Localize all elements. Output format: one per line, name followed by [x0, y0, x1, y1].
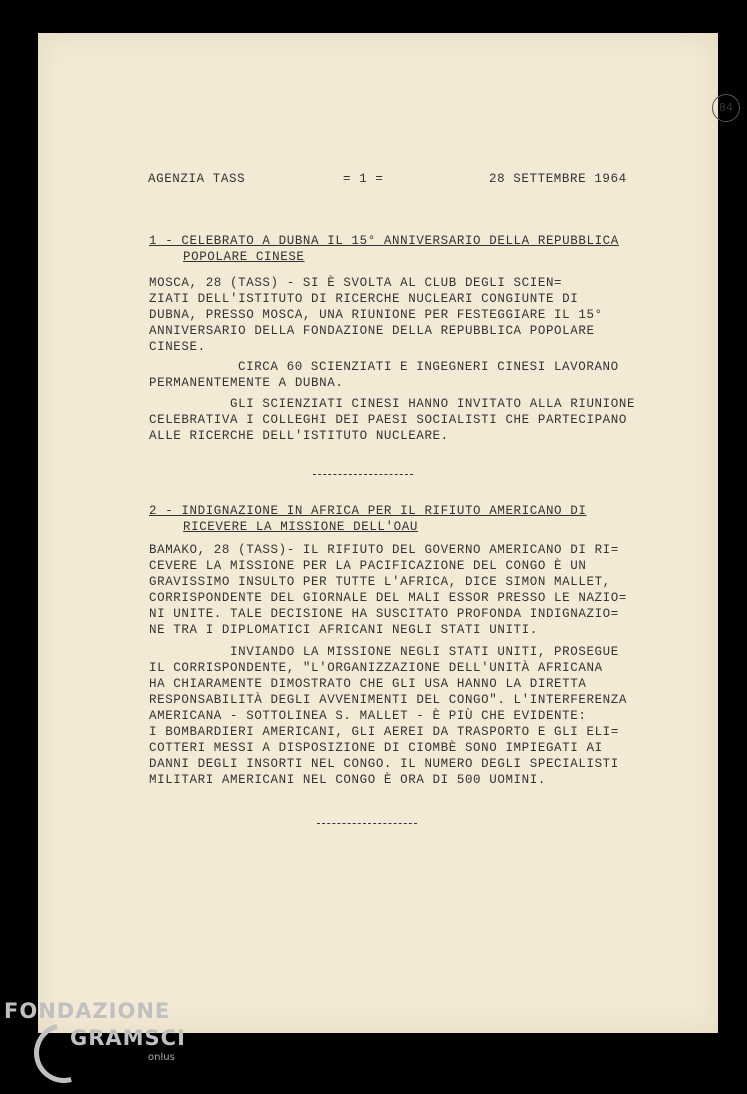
article-2-text-line: BAMAKO, 28 (TASS)- IL RIFIUTO DEL GOVERNO AMERICANO DI RI= [149, 543, 619, 557]
article-2-text-line: COTTERI MESSI A DISPOSIZIONE DI CIOMBÈ SONO IMPIEGATI AI [149, 741, 603, 755]
watermark-line-2: GRAMSCI [70, 1026, 186, 1050]
article-1-text-line: MOSCA, 28 (TASS) - SI È SVOLTA AL CLUB DEGLI SCIEN= [149, 276, 563, 290]
article-1-text-line: ANNIVERSARIO DELLA FONDAZIONE DELLA REPUBBLICA POPOLARE [149, 324, 595, 338]
article-2-text-line: CEVERE LA MISSIONE PER LA PACIFICAZIONE DEL CONGO È UN [149, 559, 587, 573]
section-separator [317, 823, 417, 824]
article-2-text-line: NI UNITE. TALE DECISIONE HA SUSCITATO PROFONDA INDIGNAZIO= [149, 607, 619, 621]
article-1-text-line: ALLE RICERCHE DELL'ISTITUTO NUCLEARE. [149, 429, 449, 443]
header-agency: AGENZIA TASS [148, 172, 246, 186]
article-2-text-line: MILITARI AMERICANI NEL CONGO È ORA DI 500 UOMINI. [149, 773, 546, 787]
article-2-text-line: DANNI DEGLI INSORTI NEL CONGO. IL NUMERO DEGLI SPECIALISTI [149, 757, 619, 771]
article-1-text-line: CINESE. [149, 340, 206, 354]
article-2-text-line: RESPONSABILITÀ DEGLI AVVENIMENTI DEL CONGO". L'INTERFERENZA [149, 693, 627, 707]
article-1-text-line: PERMANENTEMENTE A DUBNA. [149, 376, 344, 390]
article-1-title-line-2: POPOLARE CINESE [183, 250, 305, 264]
article-1-text-line: GLI SCIENZIATI CINESI HANNO INVITATO ALLA RIUNIONE [230, 397, 636, 411]
article-1-text-line: CIRCA 60 SCIENZIATI E INGEGNERI CINESI LAVORANO [238, 360, 619, 374]
section-separator [313, 474, 413, 475]
watermark-logo-icon [23, 1012, 105, 1094]
watermark-line-1: FONDAZIONE [4, 999, 171, 1023]
article-2-text-line: NE TRA I DIPLOMATICI AFRICANI NEGLI STATI UNITI. [149, 623, 538, 637]
watermark-line-3: onlus [148, 1052, 175, 1063]
article-2-text-line: AMERICANA - SOTTOLINEA S. MALLET - È PIÙ CHE EVIDENTE: [149, 709, 587, 723]
article-2-title-line-2: RICEVERE LA MISSIONE DELL'OAU [183, 520, 418, 534]
article-1-title-line-1: 1 - CELEBRATO A DUBNA IL 15° ANNIVERSARIO DELLA REPUBBLICA [149, 234, 619, 248]
fondazione-gramsci-watermark [0, 995, 190, 1080]
article-2-text-line: HA CHIARAMENTE DIMOSTRATO CHE GLI USA HANNO LA DIRETTA [149, 677, 587, 691]
document-page [38, 33, 733, 1033]
header-date: 28 SETTEMBRE 1964 [489, 172, 627, 186]
article-2-title-line-1: 2 - INDIGNAZIONE IN AFRICA PER IL RIFIUTO AMERICANO DI [149, 504, 587, 518]
archive-stamp: 84 [712, 94, 740, 122]
article-2-text-line: I BOMBARDIERI AMERICANI, GLI AEREI DA TRASPORTO E GLI ELI= [149, 725, 619, 739]
article-2-text-line: CORRISPONDENTE DEL GIORNALE DEL MALI ESSOR PRESSO LE NAZIO= [149, 591, 627, 605]
article-1-text-line: CELEBRATIVA I COLLEGHI DEI PAESI SOCIALISTI CHE PARTECIPANO [149, 413, 627, 427]
article-2-text-line: INVIANDO LA MISSIONE NEGLI STATI UNITI, PROSEGUE [230, 645, 619, 659]
article-2-text-line: GRAVISSIMO INSULTO PER TUTTE L'AFRICA, DICE SIMON MALLET, [149, 575, 611, 589]
article-1-text-line: DUBNA, PRESSO MOSCA, UNA RIUNIONE PER FESTEGGIARE IL 15° [149, 308, 603, 322]
article-2-text-line: IL CORRISPONDENTE, "L'ORGANIZZAZIONE DELL'UNITÀ AFRICANA [149, 661, 603, 675]
article-1-text-line: ZIATI DELL'ISTITUTO DI RICERCHE NUCLEARI CONGIUNTE DI [149, 292, 579, 306]
header-page-number: = 1 = [343, 172, 384, 186]
